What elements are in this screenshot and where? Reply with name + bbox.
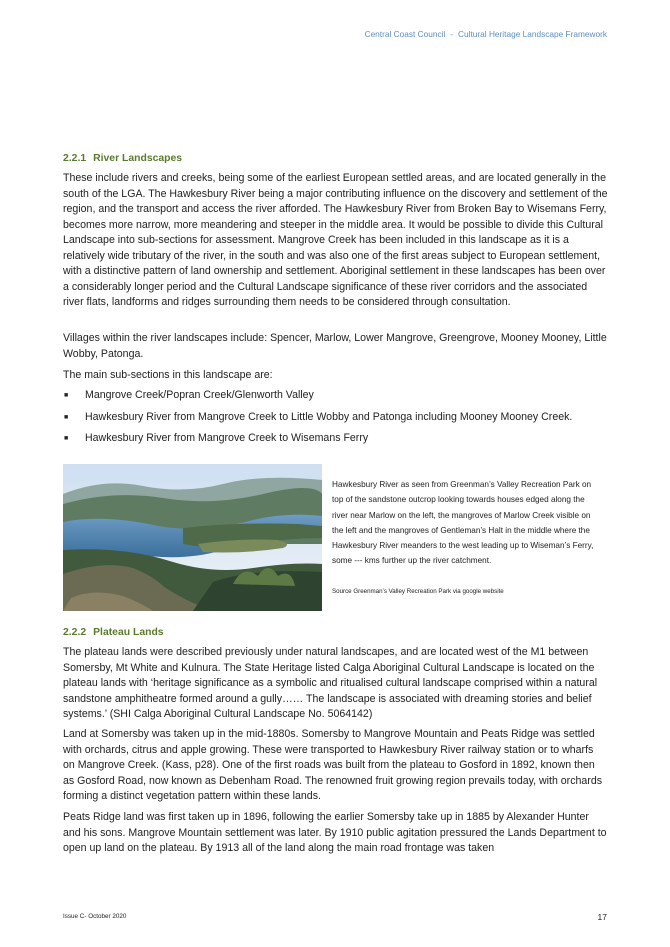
list-item: [63, 388, 608, 410]
river-photo: [63, 464, 322, 611]
bullet-marker: ■: [64, 435, 69, 442]
page-number: 17: [597, 912, 607, 922]
figure-source: Source Greenman’s Valley Recreation Park via google website: [332, 588, 504, 595]
heading-title: Plateau Lands: [93, 627, 164, 638]
plateau-paragraph-1: The plateau lands were described previously under natural landscapes, and are located west of the M1 between Somersby, Mt White and Kulnura. The State Heritage listed Calga Aboriginal Cultural Landscape is located on the plateau lands with ‘heritage significance as a symbolic and ritualised cultural landscape comprised within a natural sandstone amphitheatre formed around a gully…… The landscape is associated with dreaming stories and belief systems.’ (SHI Calga Aboriginal Cultural Landscape No. 5064142): [63, 646, 598, 720]
footer-issue: Issue C- October 2020: [63, 913, 127, 920]
list-item-text: Mangrove Creek/Popran Creek/Glenworth Valley: [85, 389, 314, 401]
heading-plateau-lands: [63, 627, 164, 638]
header-org: Central Coast Council: [364, 29, 446, 39]
running-header: [365, 29, 607, 39]
figure-caption: Hawkesbury River as seen from Greenman’s Valley Recreation Park on top of the sandstone outcrop looking towards houses edged along the river near Marlow on the left, the mangroves of Marlow Creek visible on the left and the mangroves of Gentleman’s Halt in the middle where the Hawkesbury River meanders to the west leading up to Wiseman’s Ferry, some --- kms further up the river catchment.: [332, 480, 594, 566]
heading-title: River Landscapes: [93, 153, 183, 164]
river-paragraph-1: These include rivers and creeks, being some of the earliest European settled areas, and are located generally in the south of the LGA. The Hawkesbury River being a major contributing influence on the discovery and settlement of the region, and the transport and access the river afforded. The Hawkesbury River from Broken Bay to Wisemans Ferry, becomes more narrow, more meandering and steeper in the middle area. It would be possible to divide this Cultural Landscape into sub-sections for assessment. Mangrove Creek has been included in this landscape as it is a relatively wide tributary of the river, in the south and was also one of the first areas subject to European settlement, with a distinctive pattern of land ownership and settlement. Aboriginal settlement in these landscapes has been over a considerably longer period and the Cultural Landscape significance of these river corridors and the associated river flats, landforms and ridges surrounding them needs to be considered through consultation.: [63, 172, 608, 308]
bullet-marker: ■: [64, 413, 69, 421]
river-paragraph-2: Villages within the river landscapes include: Spencer, Marlow, Lower Mangrove, Greengrove, Mooney Mooney, Little Wobby, Patonga.: [63, 332, 607, 360]
header-doc-title: Cultural Heritage Landscape Framework: [458, 29, 607, 39]
heading-number: 2.2.1: [63, 153, 87, 164]
heading-river-landscapes: [63, 153, 182, 164]
subsection-list: [63, 388, 608, 453]
bullet-marker: ■: [64, 392, 69, 399]
hawkesbury-river-image: [63, 464, 322, 611]
list-item: [63, 410, 608, 432]
list-item-text: Hawkesbury River from Mangrove Creek to Wisemans Ferry: [85, 432, 369, 444]
list-item-text: Hawkesbury River from Mangrove Creek to Little Wobby and Patonga including Mooney Mooney Creek.: [85, 410, 573, 423]
heading-number: 2.2.2: [63, 627, 87, 638]
list-item: [63, 431, 608, 453]
river-paragraph-3: The main sub-sections in this landscape are:: [63, 369, 273, 381]
header-separator: -: [450, 29, 454, 39]
plateau-paragraph-2: Land at Somersby was taken up in the mid-1880s. Somersby to Mangrove Mountain and Peats Ridge was settled with orchards, citrus and apple growing. These were transported to Hawkesbury River railway station or to wharfs on Mangrove Creek. (Kass, p28). One of the first roads was built from the plateau to Gosford in 1892, known then as Gosford Road, now known as Debenham Road. The renowned fruit growing region prevails today, with orchards forming a distinct vegetation pattern within these lands.: [63, 728, 603, 802]
plateau-paragraph-3: Peats Ridge land was first taken up in 1896, following the earlier Somersby take up in 1885 by Alexander Hunter and his sons. Mangrove Mountain settlement was later. By 1910 public agitation pressured the Lands Department to open up land on the plateau. By 1913 all of the land along the main road frontage was taken: [63, 811, 607, 854]
